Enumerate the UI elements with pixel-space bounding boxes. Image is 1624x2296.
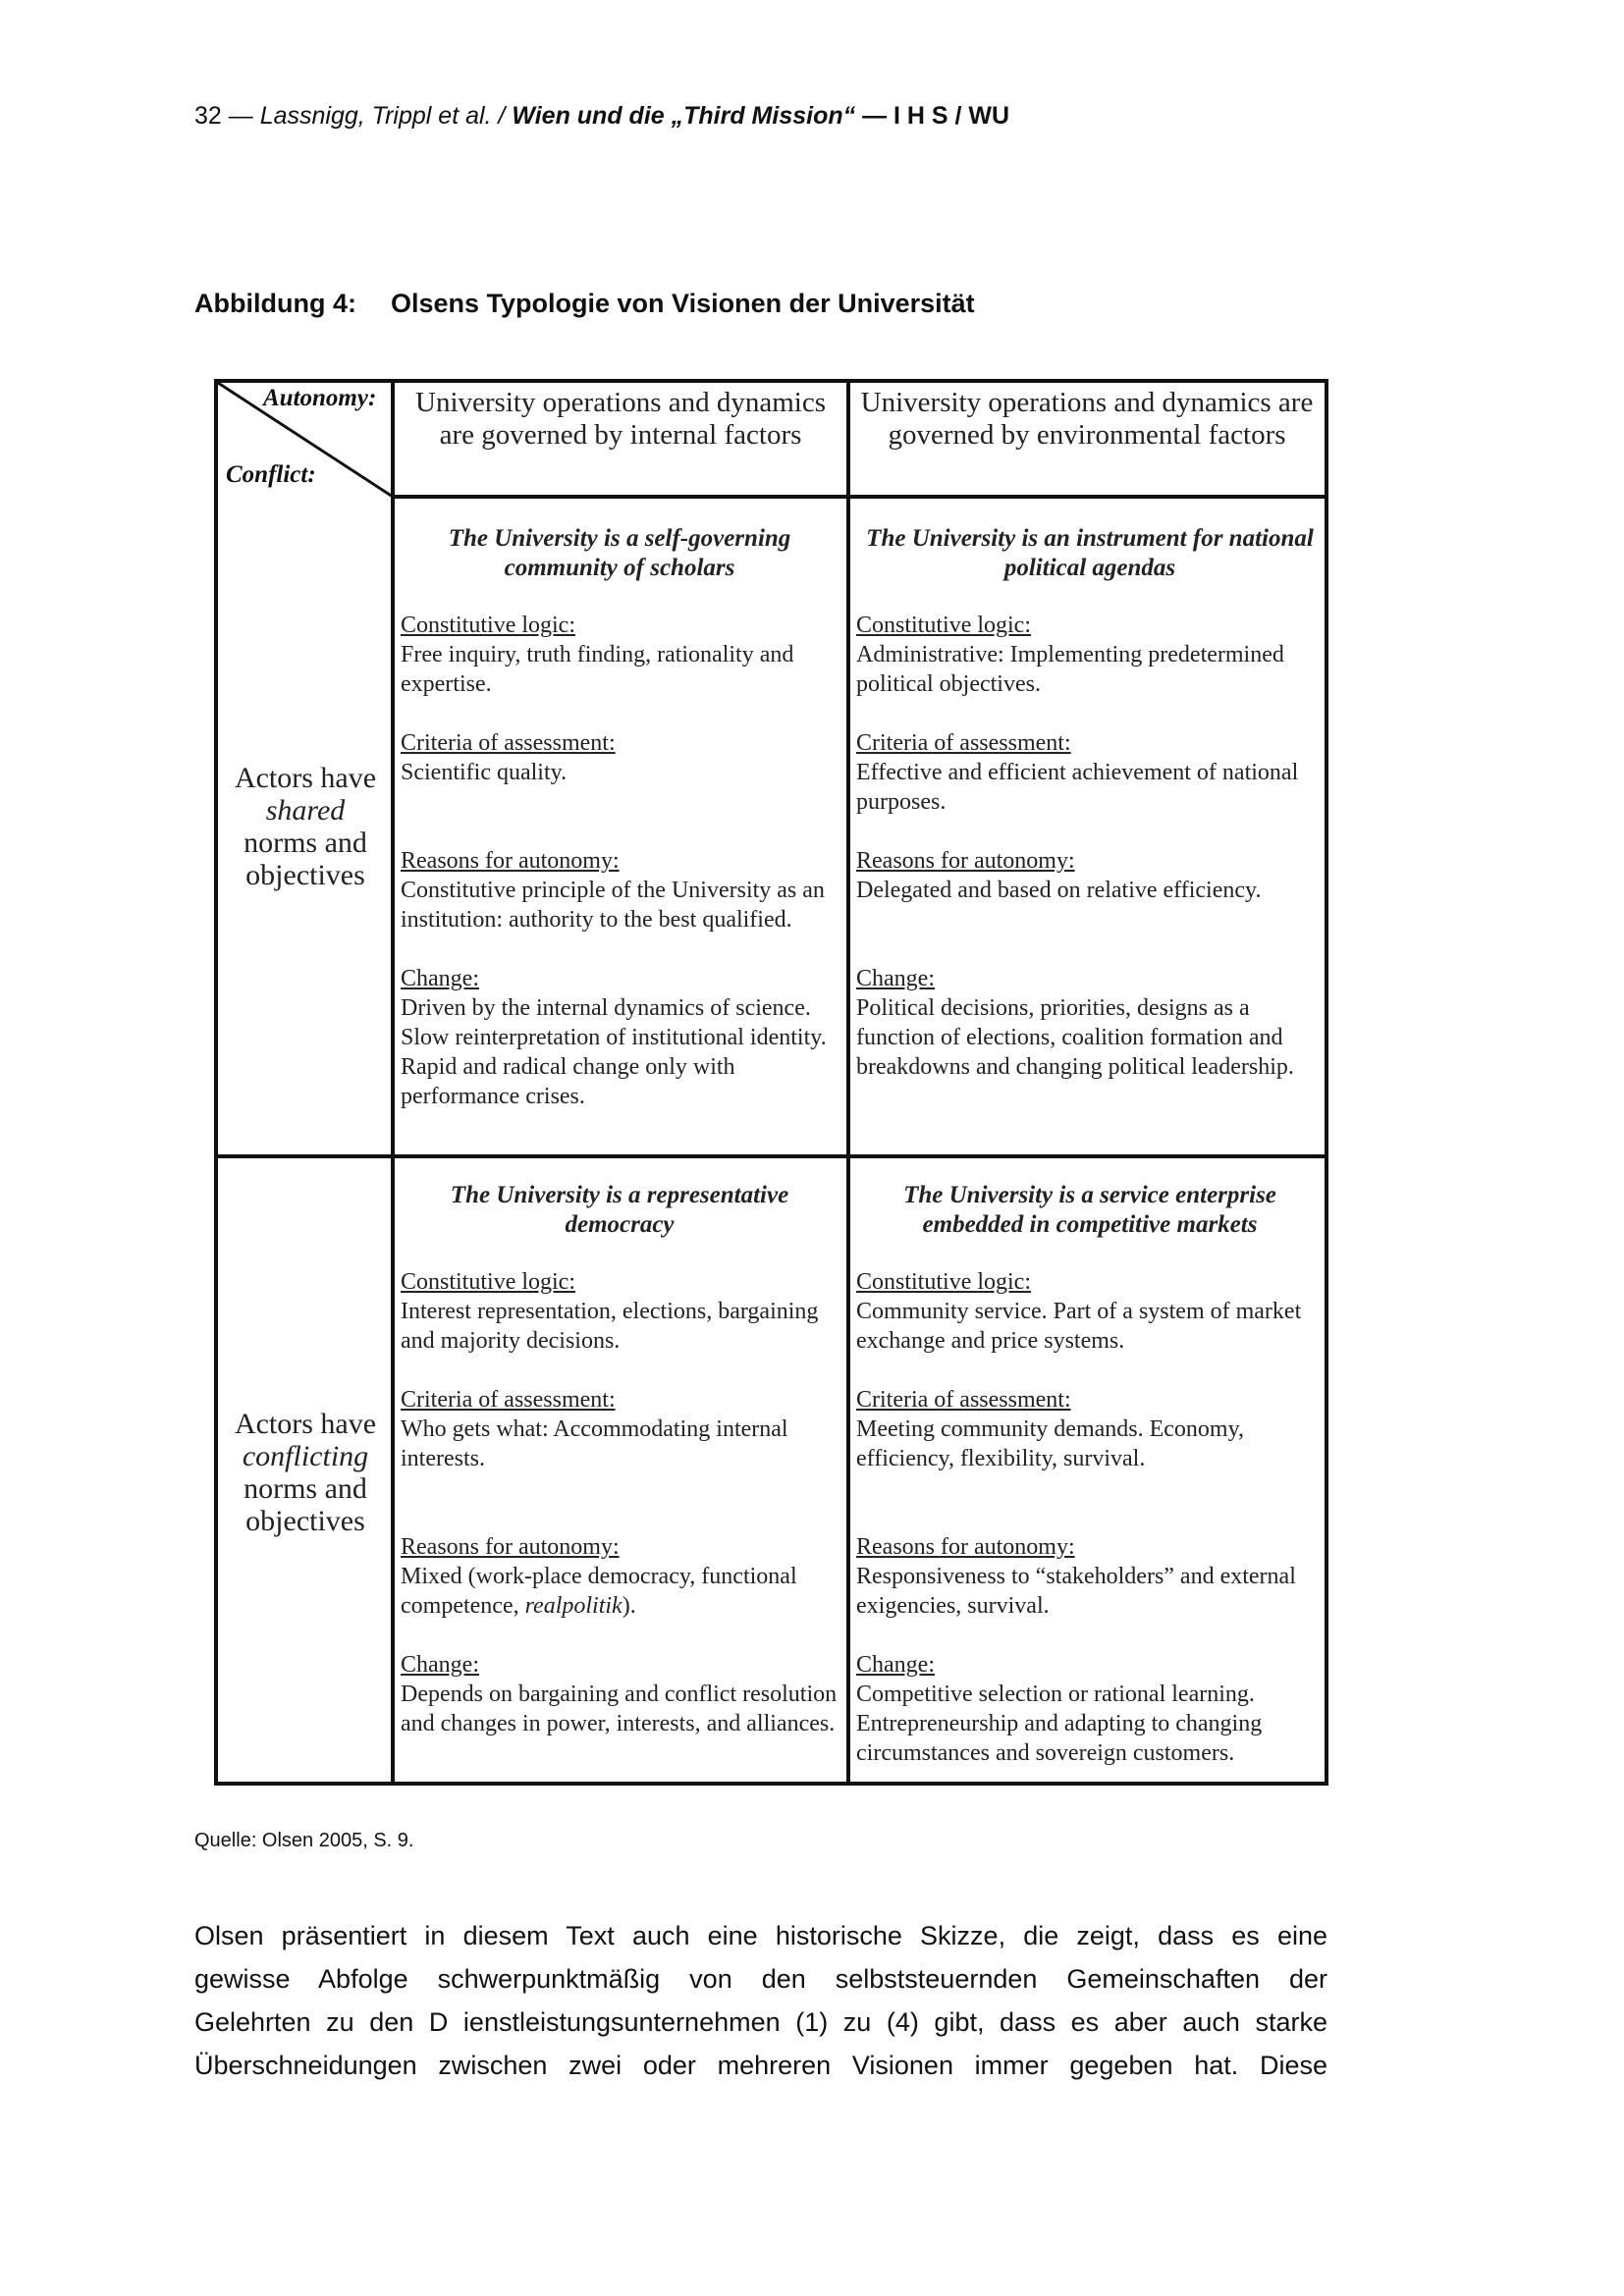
row-label-shared-emphasis: shared — [265, 794, 346, 827]
body-line: Gelehrten zu den D ienstleistungsunternehmen (1) zu (4) gibt, dass es aber auch starke — [194, 2007, 1327, 2037]
section-heading: Change: — [856, 1652, 935, 1678]
middle-row-divider — [218, 1154, 1328, 1158]
header-institution: — I H S / WU — [862, 102, 1010, 130]
section-text: Community service. Part of a system of market exchange and price systems. — [856, 1299, 1302, 1354]
section-heading: Change: — [856, 966, 935, 991]
section-heading: Criteria of assessment: — [401, 1387, 616, 1413]
section-text: Constitutive principle of the University as an institution: authority to the best qualified. — [401, 878, 825, 933]
section-text-italic: realpolitik — [524, 1593, 623, 1619]
vision-title: The University is an instrument for national political agendas — [866, 525, 1314, 581]
body-line: gewisse Abfolge schwerpunktmäßig von den selbststeuernden Gemeinschaften der — [194, 1964, 1327, 1994]
vision-title: The University is a representative democracy — [450, 1182, 789, 1238]
vision-title: The University is a self-governing community of scholars — [448, 525, 791, 581]
section-heading: Change: — [401, 1652, 479, 1678]
section-heading: Constitutive logic: — [856, 1269, 1031, 1295]
section-text: Administrative: Implementing predetermined political objectives. — [856, 642, 1284, 697]
section-text: Interest representation, elections, bargaining and majority decisions. — [401, 1299, 819, 1354]
figure-caption-title: Olsens Typologie von Visionen der Universität — [391, 289, 975, 318]
section-heading: Reasons for autonomy: — [856, 1534, 1075, 1560]
figure-source: Quelle: Olsen 2005, S. 9. — [194, 1830, 414, 1851]
section-heading: Reasons for autonomy: — [401, 848, 620, 874]
row-label-shared: Actors have shared norms and objectives — [234, 762, 377, 891]
section-text: Political decisions, priorities, designs as a function of elections, coalition formation and breakdowns and changing political leadership. — [856, 995, 1294, 1080]
cell-service-enterprise — [856, 1181, 1324, 1768]
section-text: Effective and efficient achievement of national purposes. — [856, 760, 1299, 815]
column-header-internal: University operations and dynamics are governed by internal factors — [415, 387, 826, 451]
figure-caption-label: Abbildung 4: — [194, 289, 356, 318]
header-row-divider — [391, 495, 1328, 499]
section-text: Meeting community demands. Economy, efficiency, flexibility, survival. — [856, 1416, 1245, 1471]
cell-national-instrument — [856, 524, 1324, 1082]
header-authors: Lassnigg, Trippl et al. / — [259, 102, 506, 130]
section-text: Competitive selection or rational learning. Entrepreneurship and adapting to changing circumstances and sovereign customers. — [856, 1682, 1263, 1766]
row-label-conflicting: Actors have conflicting norms and objectives — [234, 1408, 377, 1537]
column-divider-left — [391, 383, 395, 1786]
section-text: Driven by the internal dynamics of science. Slow reinterpretation of institutional identity. Rapid and radical change only with performance crises. — [401, 995, 827, 1109]
section-heading: Constitutive logic: — [401, 1269, 575, 1295]
section-heading: Change: — [401, 966, 479, 991]
typology-table — [214, 379, 1328, 1786]
section-text: Responsiveness to “stakeholders” and external exigencies, survival. — [856, 1564, 1296, 1619]
section-heading: Criteria of assessment: — [856, 1387, 1071, 1413]
row-label-conflicting-emphasis: conflicting — [242, 1440, 369, 1472]
vision-title: The University is a service enterprise embedded in competitive markets — [903, 1182, 1276, 1238]
body-line: Überschneidungen zwischen zwei oder mehreren Visionen immer gegeben hat. Diese — [194, 2051, 1327, 2080]
section-heading: Constitutive logic: — [401, 613, 575, 638]
column-divider-middle — [846, 383, 850, 1786]
section-text: Delegated and based on relative efficiency. — [856, 878, 1262, 903]
section-heading: Reasons for autonomy: — [401, 1534, 620, 1560]
figure-caption — [194, 289, 975, 319]
section-text: Mixed (work-place democracy, functional competence, — [401, 1564, 797, 1619]
page-number: 32 — — [194, 102, 253, 130]
column-header-environmental: University operations and dynamics are governed by environmental factors — [860, 387, 1314, 451]
section-text: Scientific quality. — [401, 760, 568, 785]
cell-self-governing-community — [401, 524, 839, 1111]
section-text: Free inquiry, truth finding, rationality and expertise. — [401, 642, 794, 697]
body-line: Olsen präsentiert in diesem Text auch eine historische Skizze, die zeigt, dass es eine — [194, 1921, 1327, 1950]
section-heading: Criteria of assessment: — [401, 730, 616, 756]
section-heading: Reasons for autonomy: — [856, 848, 1075, 874]
section-text: Who gets what: Accommodating internal interests. — [401, 1416, 788, 1471]
section-heading: Constitutive logic: — [856, 613, 1031, 638]
body-paragraph — [194, 1914, 1327, 2087]
header-title: Wien und die „Third Mission“ — [512, 102, 856, 130]
section-text-end: ). — [622, 1593, 636, 1619]
section-text: Depends on bargaining and conflict resolution and changes in power, interests, and alliances. — [401, 1682, 838, 1736]
page-header — [194, 102, 1009, 131]
corner-label-autonomy: Autonomy: — [263, 385, 377, 411]
cell-representative-democracy — [401, 1181, 839, 1738]
corner-label-conflict: Conflict: — [226, 461, 316, 488]
section-heading: Criteria of assessment: — [856, 730, 1071, 756]
